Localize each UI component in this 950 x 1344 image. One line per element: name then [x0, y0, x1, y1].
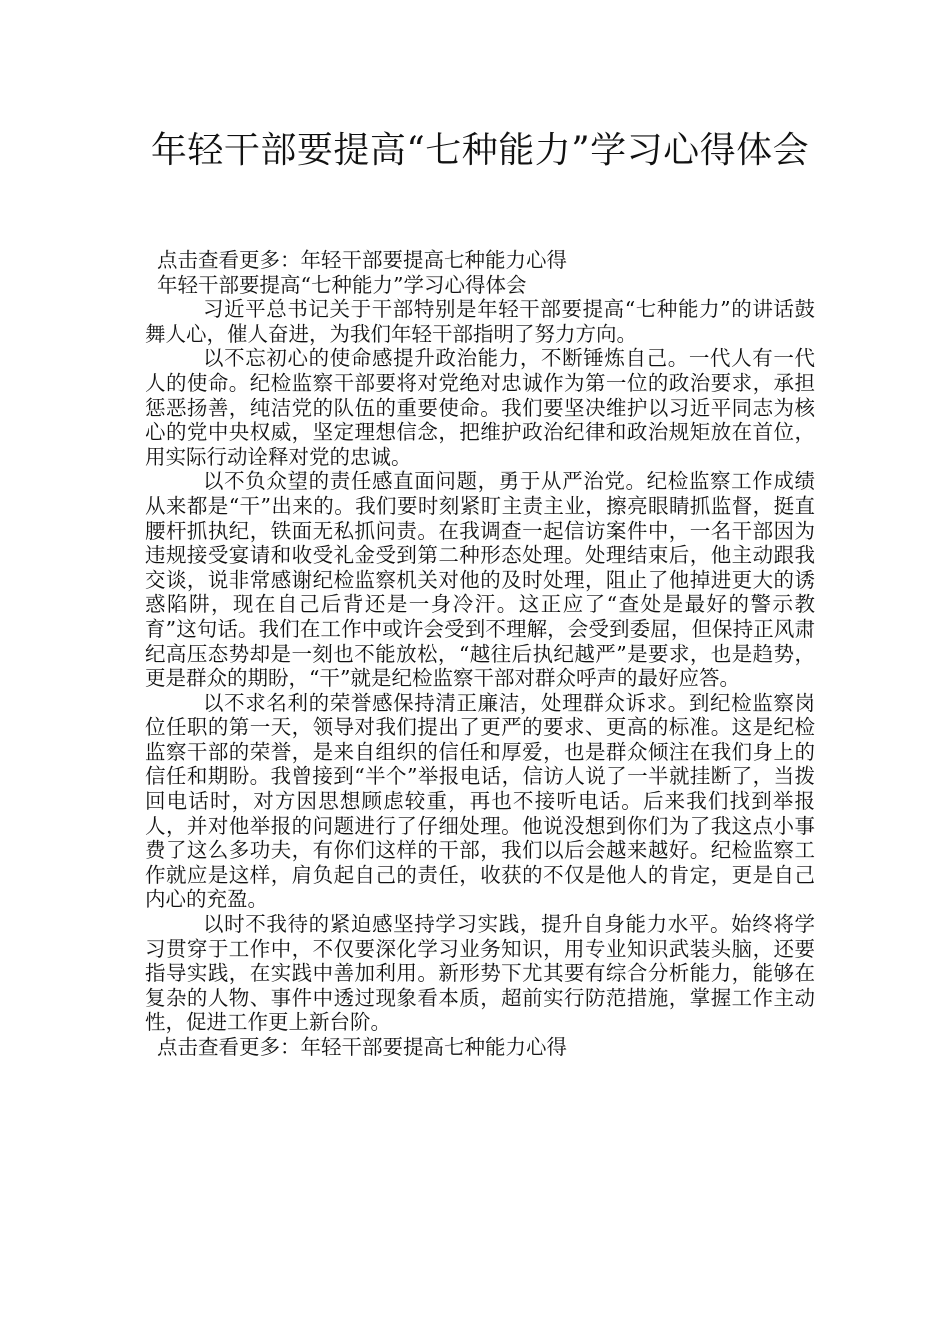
paragraph-honor: 以不求名利的荣誉感保持清正廉洁，处理群众诉求。到纪检监察岗位任职的第一天，领导对我们提出了更严的要求、更高的标准。这是纪检监察干部的荣誉，是来自组织的信任和厚爱，也是群众倾注在我们身上的信任和期盼。我曾接到“半个”举报电话，信访人说了一半就挂断了，当拨回电话时，对方因思想顾虑较重，再也不接听电话。后来我们找到举报人，并对他举报的问题进行了仔细处理。他说没想到你们为了我这点小事费了这么多功夫，有你们这样的干部，我们以后会越来越好。纪检监察工作就应是这样，肩负起自己的责任，收获的不仅是他人的肯定，更是自己内心的充盈。: [145, 690, 815, 912]
document-body: [145, 248, 815, 1060]
paragraph-political-ability: 以不忘初心的使命感提升政治能力，不断锤炼自己。一代人有一代人的使命。纪检监察干部要将对党绝对忠诚作为第一位的政治要求，承担惩恶扬善，纯洁党的队伍的重要使命。我们要坚决维护以习近平同志为核心的党中央权威，坚定理想信念，把维护政治纪律和政治规矩放在首位，用实际行动诠释对党的忠诚。: [145, 346, 815, 469]
more-link-top[interactable]: 点击查看更多：年轻干部要提高七种能力心得: [157, 248, 567, 272]
paragraph-responsibility: 以不负众望的责任感直面问题，勇于从严治党。纪检监察工作成绩从来都是“干”出来的。我们要时刻紧盯主责主业，擦亮眼睛抓监督，挺直腰杆抓执纪，铁面无私抓问责。在我调查一起信访案件中，一名干部因为违规接受宴请和收受礼金受到第二种形态处理。处理结束后，他主动跟我交谈，说非常感谢纪检监察机关对他的及时处理，阻止了他掉进更大的诱惑陷阱，现在自己后背还是一身冷汗。这正应了“查处是最好的警示教育”这句话。我们在工作中或许会受到不理解，会受到委屈，但保持正风肃纪高压态势却是一刻也不能放松，“越往后执纪越严”是要求，也是趋势，更是群众的期盼，“干”就是纪检监察干部对群众呼声的最好应答。: [145, 469, 815, 691]
document-subtitle: 年轻干部要提高“七种能力”学习心得体会: [157, 272, 527, 297]
paragraph-intro: 习近平总书记关于干部特别是年轻干部要提高“七种能力”的讲话鼓舞人心，催人奋进，为我们年轻干部指明了努力方向。: [145, 297, 815, 346]
document-title: 年轻干部要提高“七种能力”学习心得体会: [150, 130, 810, 171]
paragraph-learning: 以时不我待的紧迫感坚持学习实践，提升自身能力水平。始终将学习贯穿于工作中，不仅要深化学习业务知识，用专业知识武装头脑，还要指导实践，在实践中善加利用。新形势下尤其要有综合分析能力，能够在复杂的人物、事件中透过现象看本质，超前实行防范措施，掌握工作主动性，促进工作更上新台阶。: [145, 912, 815, 1035]
more-link-bottom[interactable]: 点击查看更多：年轻干部要提高七种能力心得: [157, 1035, 567, 1059]
